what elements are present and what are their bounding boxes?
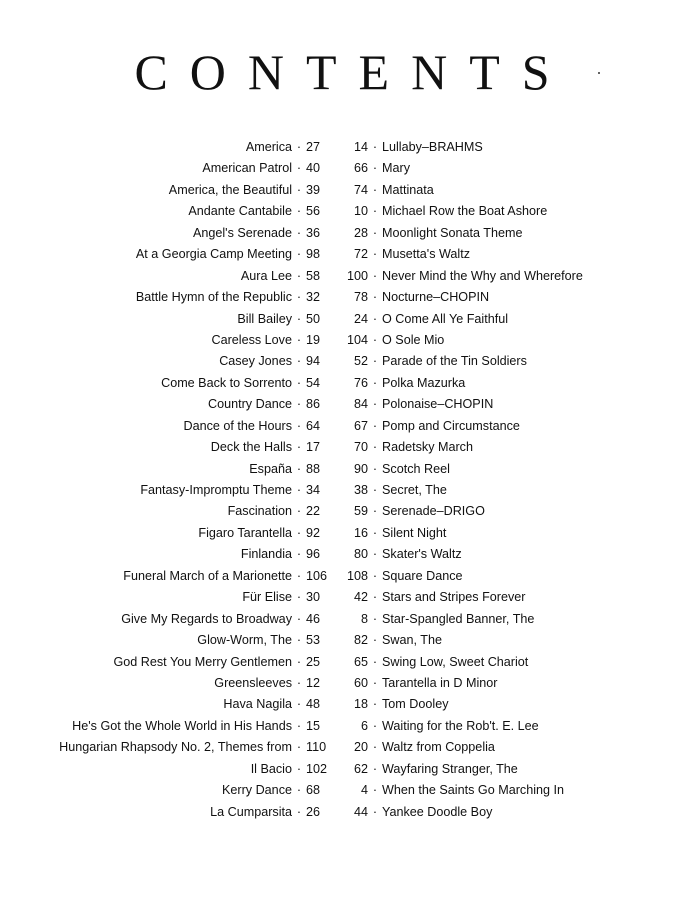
toc-separator-dot: ·	[372, 568, 378, 583]
toc-entry-left	[0, 459, 340, 480]
toc-separator-dot: ·	[372, 311, 378, 326]
toc-entry-title: American Patrol	[202, 161, 292, 176]
toc-entry-title: La Cumparsita	[210, 804, 292, 819]
toc-separator-dot: ·	[296, 718, 302, 733]
toc-entry-page: 96	[306, 547, 321, 562]
toc-entry-page: 14	[353, 140, 368, 154]
toc-separator-dot: ·	[372, 397, 378, 412]
toc-entry-title: Stars and Stripes Forever	[382, 590, 526, 605]
toc-entry-page: 102	[306, 761, 328, 776]
toc-entry-page: 50	[306, 311, 321, 326]
toc-entry-title: At a Georgia Camp Meeting	[135, 247, 292, 262]
toc-entry-left	[0, 716, 340, 737]
toc-entry-left	[0, 223, 340, 244]
toc-entry-page: 60	[353, 675, 368, 690]
toc-entry-title: Angel's Serenade	[192, 225, 292, 240]
toc-entry-title: America	[245, 140, 292, 154]
toc-entry-title: Fantasy-Impromptu Theme	[140, 483, 292, 497]
toc-entry-title: Waiting for the Rob't. E. Lee	[382, 718, 539, 733]
toc-entry-right	[338, 523, 684, 544]
toc-separator-dot: ·	[372, 268, 378, 283]
toc-separator-dot: ·	[296, 440, 302, 455]
toc-separator-dot: ·	[296, 783, 302, 798]
toc-entry-title: Aura Lee	[240, 268, 292, 283]
toc-entry-left	[0, 416, 340, 437]
toc-entry-page: 19	[306, 332, 321, 347]
toc-entry-page: 70	[353, 440, 368, 455]
toc-entry-page: 4	[360, 783, 368, 798]
toc-entry-left	[0, 587, 340, 608]
toc-entry-page: 98	[306, 247, 321, 262]
toc-entry-page: 38	[353, 483, 368, 497]
toc-entry-left	[0, 780, 340, 801]
toc-separator-dot: ·	[296, 268, 302, 283]
toc-entry-page: 48	[306, 697, 321, 712]
toc-entry-title: Deck the Halls	[210, 440, 292, 455]
toc-entry-title: Mary	[382, 161, 410, 176]
toc-entry-right	[338, 266, 684, 287]
toc-entry-right	[338, 459, 684, 480]
toc-entry-left	[0, 802, 340, 823]
toc-entry-title: Finlandia	[240, 547, 292, 562]
toc-entry-right	[338, 630, 684, 651]
toc-entry-title: Swan, The	[382, 633, 442, 648]
toc-separator-dot: ·	[296, 354, 302, 369]
toc-separator-dot: ·	[372, 804, 378, 819]
toc-separator-dot: ·	[296, 525, 302, 540]
toc-entry-right	[338, 566, 684, 587]
toc-entry-page: 27	[306, 140, 321, 154]
toc-separator-dot: ·	[296, 182, 302, 197]
toc-entry-title: Mattinata	[382, 182, 434, 197]
toc-entry-right	[338, 309, 684, 330]
toc-separator-dot: ·	[296, 697, 302, 712]
page-title: CONTENTS	[134, 44, 572, 100]
toc-entry-title: Musetta's Waltz	[382, 247, 471, 262]
toc-separator-dot: ·	[372, 718, 378, 733]
toc-entry-left	[0, 523, 340, 544]
toc-separator-dot: ·	[372, 182, 378, 197]
toc-entry-title: Square Dance	[382, 568, 463, 583]
toc-separator-dot: ·	[372, 547, 378, 562]
toc-entry-right	[338, 737, 684, 758]
toc-entry-page: 82	[353, 633, 368, 648]
toc-entry-title: Wayfaring Stranger, The	[382, 761, 518, 776]
toc-entry-left	[0, 158, 340, 179]
toc-separator-dot: ·	[372, 161, 378, 176]
toc-entry-title: Star-Spangled Banner, The	[382, 611, 535, 626]
toc-separator-dot: ·	[296, 247, 302, 262]
toc-separator-dot: ·	[372, 590, 378, 605]
toc-entry-page: 110	[306, 740, 327, 755]
toc-separator-dot: ·	[296, 483, 302, 497]
toc-entry-title: Nocturne–CHOPIN	[382, 290, 490, 305]
toc-entry-page: 16	[353, 525, 368, 540]
toc-entry-title: Kerry Dance	[222, 783, 292, 798]
toc-entry-title: Michael Row the Boat Ashore	[382, 204, 548, 219]
toc-separator-dot: ·	[372, 675, 378, 690]
toc-separator-dot: ·	[296, 761, 302, 776]
toc-entry-right	[338, 223, 684, 244]
toc-entry-page: 94	[306, 354, 321, 369]
toc-entry-title: Hungarian Rhapsody No. 2, Themes from	[59, 740, 292, 755]
toc-entry-left	[0, 480, 340, 501]
toc-entry-title: Polka Mazurka	[382, 375, 466, 390]
toc-entry-left	[0, 673, 340, 694]
toc-entry-title: America, the Beautiful	[168, 182, 292, 197]
toc-entry-right	[338, 394, 684, 415]
toc-entry-title: Yankee Doodle Boy	[382, 804, 493, 819]
toc-entry-title: Il Bacio	[250, 761, 292, 776]
toc-entry-title: Dance of the Hours	[183, 418, 292, 433]
toc-entry-right	[338, 137, 684, 158]
toc-entry-right	[338, 480, 684, 501]
toc-separator-dot: ·	[296, 311, 302, 326]
toc-separator-dot: ·	[372, 525, 378, 540]
toc-entry-right	[338, 244, 684, 265]
toc-entry-page: 46	[306, 611, 321, 626]
toc-separator-dot: ·	[296, 332, 302, 347]
toc-entry-page: 67	[353, 418, 368, 433]
toc-entry-page: 88	[306, 461, 321, 476]
toc-entry-title: Parade of the Tin Soldiers	[382, 354, 527, 369]
toc-entry-left	[0, 373, 340, 394]
toc-entry-page: 62	[353, 761, 368, 776]
toc-entry-right	[338, 802, 684, 823]
toc-entry-title: Scotch Reel	[382, 461, 450, 476]
toc-entry-left	[0, 330, 340, 351]
toc-separator-dot: ·	[296, 161, 302, 176]
toc-entry-left	[0, 609, 340, 630]
toc-separator-dot: ·	[296, 590, 302, 605]
toc-entry-title: Pomp and Circumstance	[382, 418, 520, 433]
toc-separator-dot: ·	[296, 418, 302, 433]
toc-entry-right	[338, 780, 684, 801]
toc-separator-dot: ·	[296, 633, 302, 648]
toc-entry-page: 17	[306, 440, 321, 455]
toc-entry-left	[0, 501, 340, 522]
toc-entry-page: 6	[360, 718, 368, 733]
toc-entry-page: 30	[306, 590, 321, 605]
toc-entry-left	[0, 566, 340, 587]
toc-entry-left	[0, 351, 340, 372]
toc-entry-title: Serenade–DRIGO	[382, 504, 485, 519]
toc-entry-right	[338, 609, 684, 630]
toc-entry-title: Battle Hymn of the Republic	[135, 290, 292, 305]
toc-entry-title: Polonaise–CHOPIN	[382, 397, 494, 412]
toc-entry-title: Für Elise	[242, 590, 292, 605]
toc-entry-title: He's Got the Whole World in His Hands	[72, 718, 292, 733]
toc-separator-dot: ·	[372, 483, 378, 497]
toc-entry-right	[338, 716, 684, 737]
toc-entry-page: 28	[353, 225, 368, 240]
toc-separator-dot: ·	[372, 354, 378, 369]
toc-entry-title: Come Back to Sorrento	[161, 375, 292, 390]
toc-entry-page: 65	[353, 654, 368, 669]
toc-separator-dot: ·	[296, 204, 302, 219]
contents-right-column	[338, 137, 684, 823]
toc-entry-page: 104	[346, 332, 368, 347]
toc-entry-title: Country Dance	[208, 397, 292, 412]
toc-entry-title: Waltz from Coppelia	[382, 740, 495, 755]
toc-separator-dot: ·	[296, 675, 302, 690]
toc-entry-right	[338, 544, 684, 565]
toc-separator-dot: ·	[372, 440, 378, 455]
toc-entry-right	[338, 501, 684, 522]
toc-separator-dot: ·	[372, 204, 378, 219]
toc-entry-title: God Rest You Merry Gentlemen	[113, 654, 292, 669]
toc-entry-right	[338, 694, 684, 715]
toc-entry-title: Tom Dooley	[382, 697, 449, 712]
toc-entry-right	[338, 287, 684, 308]
toc-separator-dot: ·	[372, 504, 378, 519]
toc-separator-dot: ·	[296, 375, 302, 390]
toc-entry-page: 78	[353, 290, 368, 305]
toc-entry-right	[338, 351, 684, 372]
toc-entry-left	[0, 287, 340, 308]
toc-separator-dot: ·	[372, 461, 378, 476]
toc-separator-dot: ·	[372, 418, 378, 433]
toc-entry-right	[338, 373, 684, 394]
toc-entry-title: Bill Bailey	[237, 311, 292, 326]
toc-entry-title: Figaro Tarantella	[198, 525, 292, 540]
toc-entry-page: 58	[306, 268, 321, 283]
toc-separator-dot: ·	[372, 247, 378, 262]
toc-entry-title: Tarantella in D Minor	[382, 675, 498, 690]
toc-entry-page: 10	[353, 204, 368, 219]
toc-separator-dot: ·	[296, 804, 302, 819]
toc-entry-title: Skater's Waltz	[382, 547, 462, 562]
toc-entry-title: Andante Cantabile	[188, 204, 292, 219]
toc-entry-title: Swing Low, Sweet Chariot	[382, 654, 529, 669]
toc-entry-title: Lullaby–BRAHMS	[382, 140, 483, 154]
toc-separator-dot: ·	[372, 225, 378, 240]
toc-entry-left	[0, 737, 340, 758]
toc-entry-title: Fascination	[227, 504, 292, 519]
toc-entry-left	[0, 437, 340, 458]
toc-separator-dot: ·	[296, 140, 302, 154]
toc-entry-title: Casey Jones	[219, 354, 292, 369]
toc-separator-dot: ·	[372, 332, 378, 347]
toc-entry-page: 76	[353, 375, 368, 390]
toc-entry-page: 106	[306, 568, 328, 583]
toc-entry-page: 40	[306, 161, 321, 176]
toc-entry-right	[338, 416, 684, 437]
toc-entry-page: 15	[306, 718, 321, 733]
toc-entry-title: Silent Night	[382, 525, 447, 540]
toc-separator-dot: ·	[296, 547, 302, 562]
toc-entry-title: Moonlight Sonata Theme	[382, 225, 523, 240]
toc-entry-page: 64	[306, 418, 321, 433]
toc-entry-page: 42	[353, 590, 368, 605]
toc-entry-title: Secret, The	[382, 483, 447, 497]
toc-entry-left	[0, 544, 340, 565]
toc-entry-right	[338, 652, 684, 673]
toc-entry-page: 90	[353, 461, 368, 476]
toc-entry-page: 68	[306, 783, 321, 798]
toc-entry-left	[0, 652, 340, 673]
toc-entry-title: Funeral March of a Marionette	[123, 568, 292, 583]
toc-entry-left	[0, 244, 340, 265]
toc-entry-page: 92	[306, 525, 321, 540]
toc-entry-right	[338, 180, 684, 201]
toc-entry-left	[0, 759, 340, 780]
contents-left-column	[0, 137, 340, 823]
toc-separator-dot: ·	[372, 697, 378, 712]
toc-entry-page: 74	[353, 182, 368, 197]
toc-separator-dot: ·	[296, 611, 302, 626]
toc-entry-title: When the Saints Go Marching In	[382, 783, 565, 798]
toc-entry-title: O Sole Mio	[382, 332, 445, 347]
toc-entry-right	[338, 158, 684, 179]
toc-entry-page: 34	[306, 483, 321, 497]
toc-entry-page: 54	[306, 375, 321, 390]
toc-entry-page: 36	[306, 225, 321, 240]
toc-entry-page: 39	[306, 182, 321, 197]
toc-entry-right	[338, 201, 684, 222]
toc-entry-left	[0, 394, 340, 415]
toc-entry-title: Glow-Worm, The	[197, 633, 292, 648]
toc-entry-page: 84	[353, 397, 368, 412]
toc-entry-right	[338, 587, 684, 608]
print-speck	[598, 72, 600, 74]
toc-entry-page: 56	[306, 204, 321, 219]
toc-entry-left	[0, 180, 340, 201]
toc-entry-title: O Come All Ye Faithful	[382, 311, 509, 326]
toc-separator-dot: ·	[372, 375, 378, 390]
toc-entry-page: 20	[353, 740, 368, 755]
toc-separator-dot: ·	[296, 225, 302, 240]
toc-entry-page: 8	[360, 611, 368, 626]
toc-separator-dot: ·	[296, 290, 302, 305]
toc-entry-page: 53	[306, 633, 321, 648]
toc-entry-title: Radetsky March	[382, 440, 473, 455]
toc-entry-page: 24	[353, 311, 368, 326]
toc-separator-dot: ·	[372, 783, 378, 798]
toc-separator-dot: ·	[372, 761, 378, 776]
toc-entry-page: 52	[353, 354, 368, 369]
toc-entry-page: 44	[353, 804, 368, 819]
toc-separator-dot: ·	[296, 740, 302, 755]
toc-separator-dot: ·	[296, 568, 302, 583]
toc-entry-left	[0, 266, 340, 287]
toc-entry-title: España	[249, 461, 292, 476]
toc-entry-page: 18	[353, 697, 368, 712]
toc-entry-page: 26	[306, 804, 321, 819]
toc-entry-left	[0, 309, 340, 330]
toc-entry-right	[338, 759, 684, 780]
toc-entry-left	[0, 137, 340, 158]
toc-entry-right	[338, 330, 684, 351]
toc-entry-page: 25	[306, 654, 321, 669]
toc-entry-page: 12	[306, 675, 321, 690]
toc-entry-left	[0, 201, 340, 222]
toc-entry-right	[338, 673, 684, 694]
toc-entry-page: 59	[353, 504, 368, 519]
toc-separator-dot: ·	[372, 633, 378, 648]
toc-entry-title: Give My Regards to Broadway	[121, 611, 292, 626]
toc-separator-dot: ·	[296, 397, 302, 412]
toc-separator-dot: ·	[372, 740, 378, 755]
toc-entry-page: 80	[353, 547, 368, 562]
toc-entry-title: Greensleeves	[214, 675, 292, 690]
toc-entry-page: 72	[353, 247, 368, 262]
toc-entry-right	[338, 437, 684, 458]
toc-separator-dot: ·	[372, 140, 378, 154]
toc-separator-dot: ·	[372, 290, 378, 305]
toc-entry-page: 32	[306, 290, 321, 305]
toc-entry-page: 22	[306, 504, 321, 519]
toc-separator-dot: ·	[372, 654, 378, 669]
toc-entry-title: Hava Nagila	[223, 697, 292, 712]
toc-separator-dot: ·	[296, 654, 302, 669]
toc-entry-left	[0, 694, 340, 715]
toc-entry-page: 86	[306, 397, 321, 412]
toc-entry-page: 66	[353, 161, 368, 176]
toc-entry-title: Never Mind the Why and Wherefore	[382, 268, 583, 283]
toc-separator-dot: ·	[296, 461, 302, 476]
toc-separator-dot: ·	[372, 611, 378, 626]
toc-entry-page: 100	[346, 268, 368, 283]
toc-entry-page: 108	[346, 568, 368, 583]
toc-separator-dot: ·	[296, 504, 302, 519]
toc-entry-title: Careless Love	[211, 332, 292, 347]
toc-entry-left	[0, 630, 340, 651]
